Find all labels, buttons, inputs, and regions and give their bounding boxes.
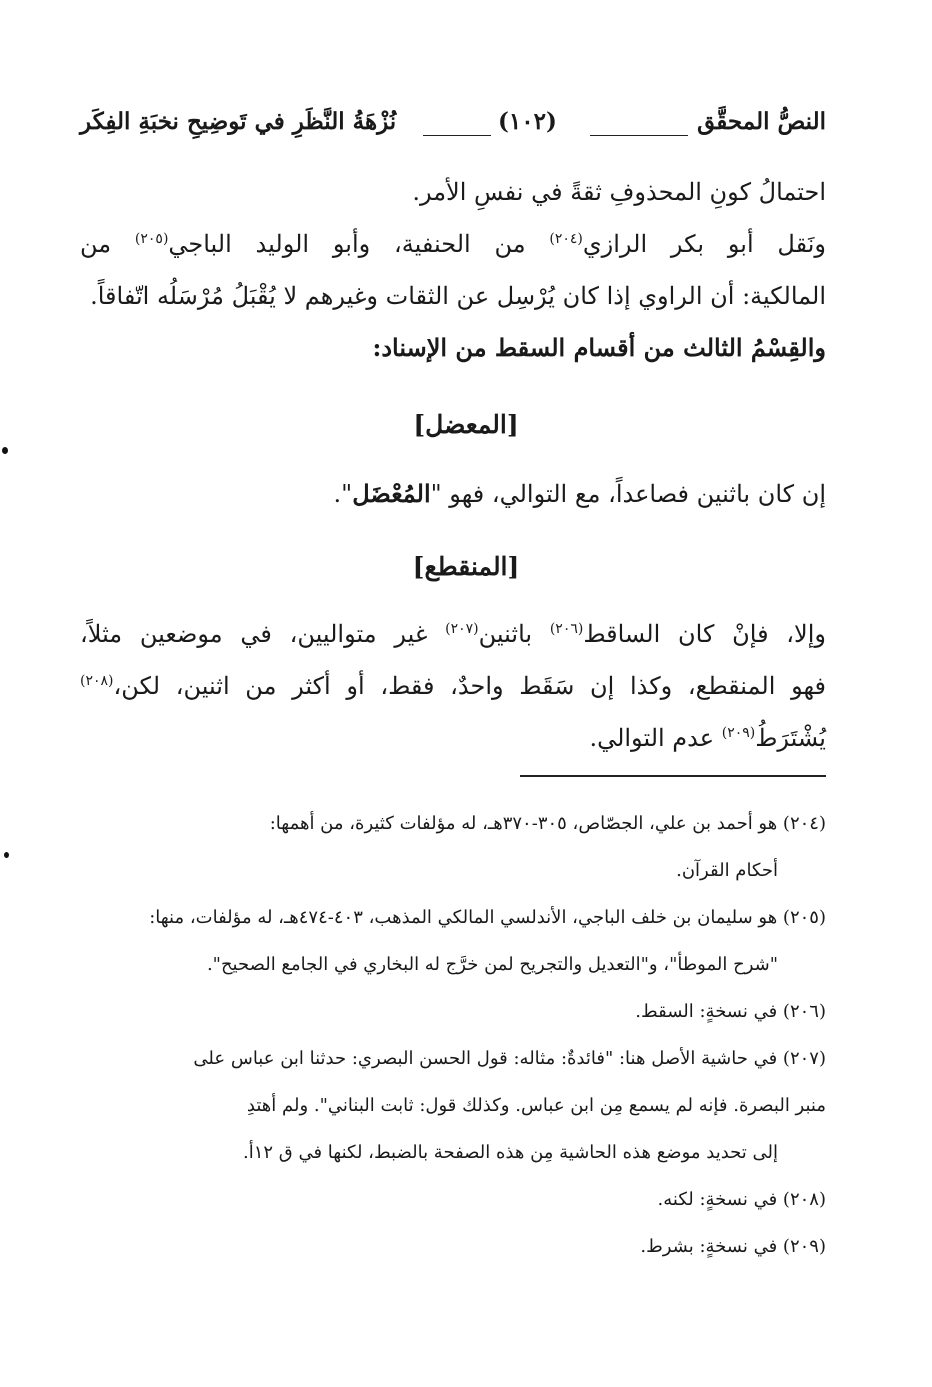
heading-muadal: [المعضل]	[413, 410, 519, 439]
page-number: (١٠٢)	[498, 108, 557, 135]
scan-speck	[2, 447, 8, 454]
footnotes	[80, 800, 826, 1270]
text-span: من	[80, 230, 135, 258]
text-span: إن كان باثنين فصاعداً، مع التوالي، فهو "	[430, 480, 826, 508]
footnote-ref-209[interactable]: (٢٠٩)	[721, 725, 756, 741]
footnote-line: منبر البصرة. فإنه لم يسمع مِن ابن عباس. وكذلك قول: ثابت البناني". ولم أهتدِ	[246, 1095, 826, 1116]
footnote-ref-204[interactable]: (٢٠٤)	[549, 231, 583, 247]
text-line	[80, 660, 826, 712]
text-line	[80, 218, 826, 270]
text-line	[80, 608, 826, 660]
main-text-munqati	[80, 608, 826, 764]
footnote-line: (٢٠٧) في حاشية الأصل هنا: "فائدةٌ: مثاله: قول الحسن البصري: حدثنا ابن عباس على	[193, 1048, 826, 1069]
header-rule-left	[423, 135, 491, 136]
heading-munqati: [المنقطع]	[412, 552, 520, 581]
footnote-206: (٢٠٦) في نسخةٍ: السقط.	[635, 1001, 826, 1022]
footnote-ref-208[interactable]: (٢٠٨)	[80, 673, 114, 689]
text-span: غير متواليين، في موضعين مثلاً،	[80, 620, 446, 648]
main-text-muadal	[80, 468, 826, 520]
footnote-ref-206[interactable]: (٢٠٦)	[549, 621, 584, 637]
text-span: فهو المنقطع، وكذا إن سَقَط واحدٌ، فقط، أو أكثر من اثنين، لكن،	[113, 672, 826, 700]
footnote-line: (٢٠٤) هو أحمد بن علي، الجصّاص، ٣٠٥-٣٧٠هـ، له مؤلفات كثيرة، من أهمها:	[269, 813, 826, 834]
footnote-205	[80, 894, 826, 988]
text-span: باثنين	[478, 620, 550, 648]
text-span: عدم التوالي.	[589, 724, 722, 752]
text-line	[80, 712, 826, 764]
footnote-204	[80, 800, 826, 894]
footnote-line: "شرح الموطأ"، و"التعديل والتجريح لمن خرَّج له البخاري في الجامع الصحيح".	[206, 954, 778, 975]
footnote-207	[80, 1035, 826, 1176]
term-muadal: المُعْضَل	[352, 479, 431, 508]
text-span: وإلا، فإنْ كان الساقط	[583, 620, 827, 648]
footnote-ref-205[interactable]: (٢٠٥)	[134, 231, 169, 247]
main-text-top	[80, 166, 826, 374]
footnote-ref-207[interactable]: (٢٠٧)	[445, 621, 479, 637]
text-span: ونَقل أبو بكر الرازي	[582, 230, 826, 258]
footnote-209: (٢٠٩) في نسخةٍ: بشرط.	[640, 1236, 826, 1257]
section-intro: والقِسْمُ الثالث من أقسام السقط من الإسناد:	[372, 333, 826, 362]
footnote-line: إلى تحديد موضع هذه الحاشية مِن هذه الصفحة بالضبط، لكنها في ق ١٢أ.	[242, 1142, 778, 1163]
text-line: احتمالُ كونِ المحذوفِ ثقةً في نفسِ الأمر.	[412, 178, 826, 206]
text-span: من الحنفية، وأبو الوليد الباجي	[168, 230, 550, 258]
text-line: المالكية: أن الراوي إذا كان يُرْسِل عن الثقات وغيرهم لا يُقْبَلُ مُرْسَلُه اتّفاقاً.	[90, 282, 826, 310]
footnote-separator	[520, 775, 826, 777]
scan-speck	[4, 852, 9, 858]
header-section-title: النصُّ المحقَّق	[697, 108, 826, 135]
footnote-line: أحكام القرآن.	[676, 860, 778, 881]
header-book-title: نُزْهَةُ النَّظَرِ في تَوضِيحِ نخبَةِ الفِكَر	[80, 108, 397, 135]
footnote-208: (٢٠٨) في نسخةٍ: لكنه.	[657, 1189, 826, 1210]
header-rule-right	[590, 135, 688, 136]
text-line	[80, 468, 826, 520]
text-span: يُشْتَرَطُ	[755, 724, 826, 752]
running-header	[80, 108, 826, 148]
footnote-line: (٢٠٥) هو سليمان بن خلف الباجي، الأندلسي المالكي المذهب، ٤٠٣-٤٧٤هـ، له مؤلفات، منها:	[149, 907, 826, 928]
text-span: ".	[333, 480, 353, 508]
